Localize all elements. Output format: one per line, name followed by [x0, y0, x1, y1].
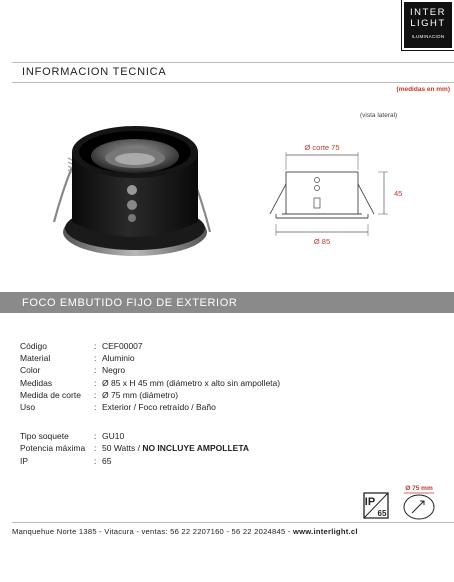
footer-address: Manquehue Norte 1385 - Vitacura - ventas: 56 22 2207160 - 56 22 2024845 -: [12, 527, 293, 536]
logo-line-inter: INTER: [410, 7, 446, 18]
units-note: (medidas en mm): [396, 86, 450, 93]
spec-value: Negro: [102, 365, 126, 376]
ip-rating-icon: [361, 491, 391, 521]
spec-key: Tipo soquete: [20, 431, 69, 442]
spec-value: Ø 85 x H 45 mm (diámetro x alto sin ampolleta): [102, 377, 281, 388]
spec-key: Material: [20, 353, 51, 364]
spec-sep: :: [94, 377, 97, 388]
spec-sep: :: [94, 455, 97, 466]
spec-key: Uso: [20, 401, 36, 412]
footer-rule: [12, 522, 454, 523]
logo-line-iluminacion: ILUMINACION: [411, 34, 445, 39]
spec-key: Color: [20, 365, 41, 376]
spec-value: [102, 442, 249, 454]
section-top-rule: [12, 62, 454, 63]
spec-sep: :: [94, 341, 97, 351]
footer-website[interactable]: www.interlight.cl: [292, 527, 358, 536]
footer-contact: [12, 527, 358, 536]
spec-sep: :: [94, 353, 97, 364]
logo-line-light: LIGHT: [410, 18, 446, 29]
spec-value: 65: [102, 455, 112, 466]
side-view-drawing: [262, 140, 412, 250]
height-label: 45: [394, 189, 403, 198]
section-title: INFORMACION TECNICA: [22, 66, 167, 78]
cut-diameter-icon: [398, 483, 440, 523]
spec-value: GU10: [102, 431, 125, 442]
outer-diameter-label: Ø 85: [313, 237, 331, 246]
spec-value: Exterior / Foco retraído / Baño: [102, 401, 216, 412]
product-photo: [50, 112, 220, 267]
spec-sep: :: [94, 431, 97, 442]
ip-badge-bottom: 65: [377, 509, 387, 518]
spec-sep: :: [94, 365, 97, 376]
spec-key: Código: [20, 341, 47, 351]
spec-key: Potencia máxima: [20, 443, 86, 454]
spec-sep: :: [94, 443, 97, 454]
spec-value-plain: 50 Watts /: [102, 443, 143, 454]
spec-key: Medida de corte: [20, 389, 81, 400]
spec-value: Aluminio: [102, 353, 135, 364]
product-title-band: FOCO EMBUTIDO FIJO DE EXTERIOR: [0, 292, 454, 313]
spec-value: Ø 75 mm (diámetro): [102, 389, 179, 400]
spec-sep: :: [94, 389, 97, 400]
spec-key: IP: [20, 455, 29, 466]
side-view-note: (vista lateral): [360, 112, 398, 119]
section-bottom-rule: [12, 82, 454, 83]
spec-key: Medidas: [20, 377, 53, 388]
spec-value-bold: NO INCLUYE AMPOLLETA: [142, 443, 250, 454]
cut-diameter-label: Ø corte 75: [304, 143, 340, 152]
ip-badge-top: IP: [364, 496, 376, 508]
cut-badge-label: Ø 75 mm: [405, 485, 433, 492]
spec-value: CEF00007: [102, 341, 143, 351]
spec-sep: :: [94, 401, 97, 412]
brand-logo: [402, 0, 454, 50]
